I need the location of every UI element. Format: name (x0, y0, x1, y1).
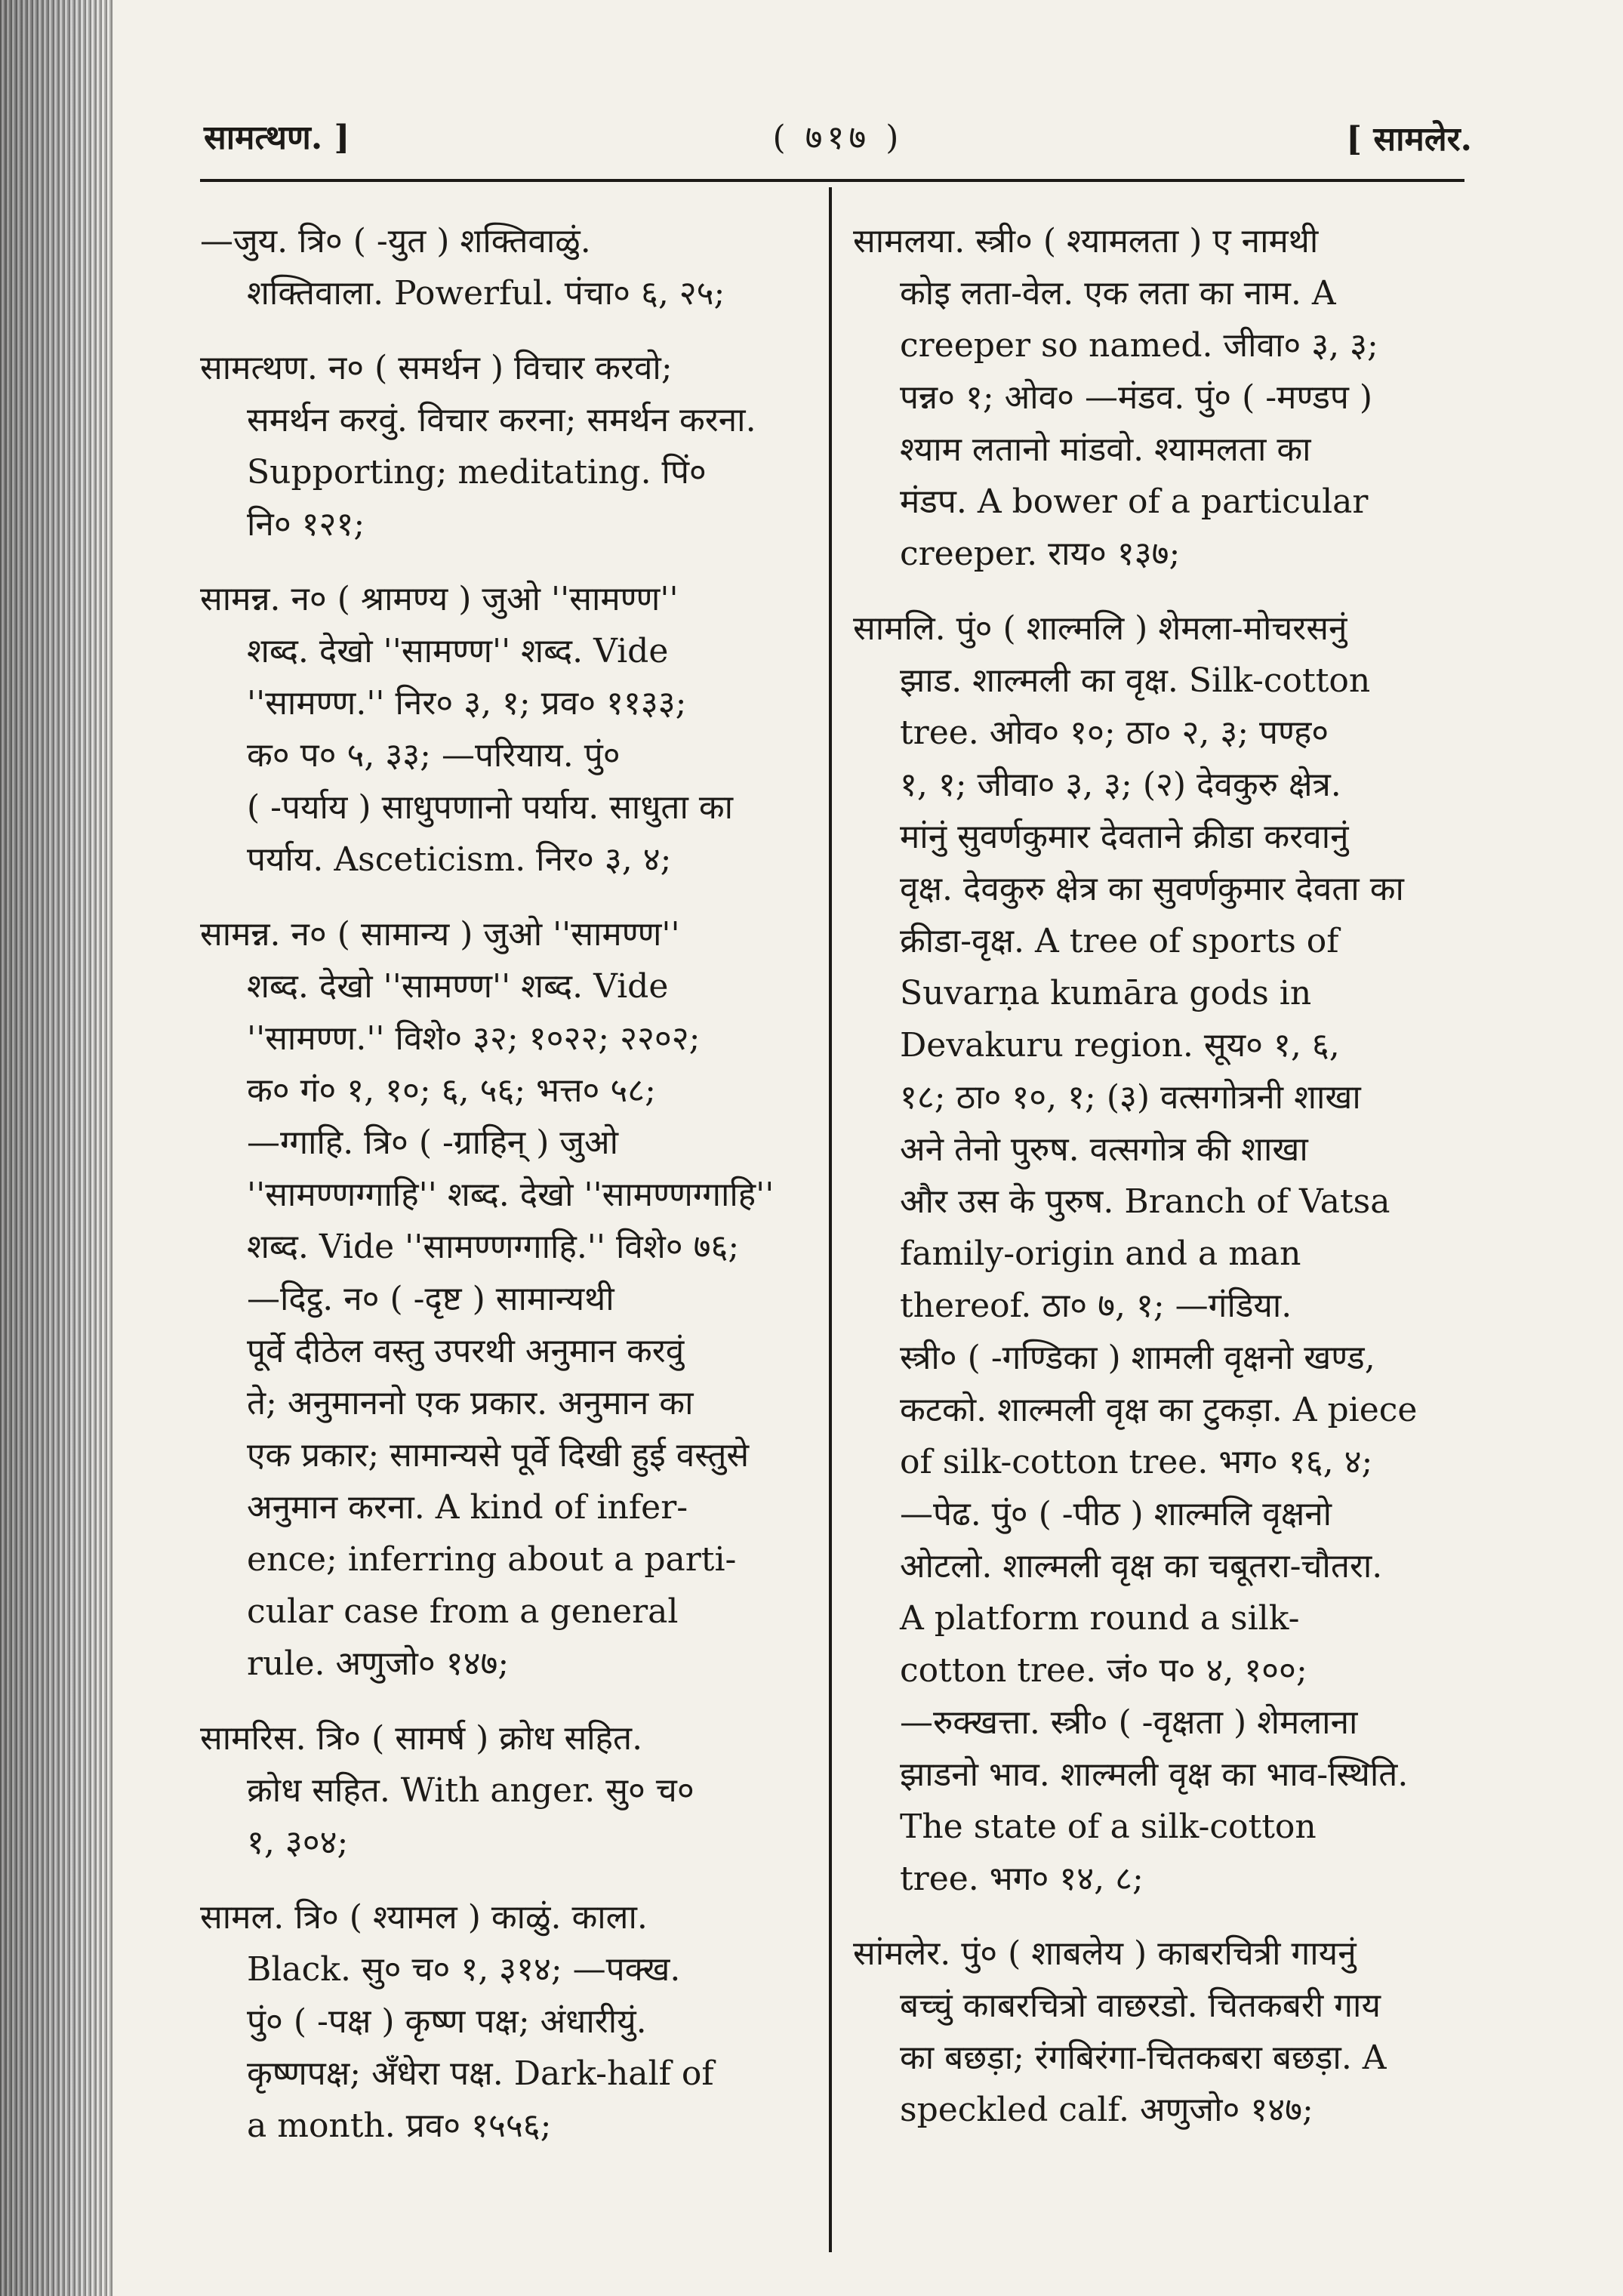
guide-word-right: [ सामलेर. (1346, 120, 1472, 159)
entry-line: अनुमान करना. A kind of infer- (247, 1488, 688, 1527)
dictionary-entry (200, 573, 804, 886)
entry-line: शब्द. Vide ''सामण्णग्गाहि.'' विशे० ७६; (247, 1228, 740, 1266)
entry-line: —ग्गाहि. त्रि० ( -ग्राहिन् ) जुओ (247, 1123, 619, 1162)
entry-line: शब्द. देखो ''सामण्ण'' शब्द. Vide (247, 632, 669, 670)
entry-line: a month. प्रव० १५५६; (247, 2106, 552, 2145)
entry-line: ''सामण्ण.'' विशे० ३२; १०२२; २२०२; (247, 1019, 701, 1058)
entry-line: ''सामण्णग्गाहि'' शब्द. देखो ''सामण्णग्गाहि'' (247, 1176, 775, 1214)
entry-line: नि० १२१; (247, 505, 365, 544)
entry-line: पर्याय. Asceticism. निर० ३, ४; (247, 840, 672, 879)
entry-line: झाडनो भाव. शाल्मली वृक्ष का भाव-स्थिति. (900, 1755, 1409, 1794)
entry-line: Black. सु० च० १, ३१४; —पक्ख. (247, 1950, 681, 1989)
entry-line: पूर्वे दीठेल वस्तु उपरथी अनुमान करवुं (247, 1332, 685, 1370)
entry-line: मंडप. A bower of a particular (900, 482, 1369, 521)
entry-line: झाड. शाल्मली का वृक्ष. Silk-cotton (900, 661, 1371, 700)
entry-line: Supporting; meditating. पिं० (247, 453, 707, 492)
dictionary-entry (200, 1891, 804, 2152)
dictionary-entry (853, 215, 1457, 580)
entry-line: पन्न० १; ओव० —मंडव. पुं० ( -मण्डप ) (900, 378, 1373, 417)
entry-line: —रुक्खत्ता. स्त्री० ( -वृक्षता ) शेमलाना (900, 1703, 1358, 1742)
entry-line: The state of a silk-cotton (900, 1808, 1317, 1846)
guide-word-left: सामत्थण. ] (204, 119, 350, 157)
entry-line: १, ३०४; (247, 1823, 349, 1862)
dictionary-entry (200, 908, 804, 1690)
entry-line: कटको. शाल्मली वृक्ष का टुकड़ा. A piece (900, 1391, 1418, 1429)
dictionary-entry (853, 1928, 1457, 2136)
left-column (200, 215, 804, 2174)
page-number: ( ७१७ ) (772, 119, 904, 157)
dictionary-entry (853, 603, 1457, 1905)
entry-line: क्रोध सहित. With anger. सु० च० (247, 1771, 694, 1810)
entry-line: बच्चुं काबरचित्रो वाछरडो. चितकबरी गाय (900, 1986, 1381, 2025)
entry-line: of silk-cotton tree. भग० १६, ४; (900, 1443, 1373, 1481)
entry-line: —जुय. त्रि० ( -युत ) शक्तिवाळुं. (200, 222, 591, 260)
scan-shadow-edge (0, 0, 113, 2296)
header-rule (200, 179, 1464, 182)
entry-line: और उस के पुरुष. Branch of Vatsa (900, 1182, 1390, 1221)
entry-line: कृष्णपक्ष; अँधेरा पक्ष. Dark-half of (247, 2054, 714, 2093)
entry-line: श्याम लतानो मांडवो. श्यामलता का (900, 430, 1311, 469)
entry-line: ''सामण्ण.'' निर० ३, १; प्रव० ११३३; (247, 684, 687, 723)
entry-line: tree. भग० १४, ८; (900, 1860, 1144, 1898)
entry-line: सामन्न. न० ( श्रामण्य ) जुओ ''सामण्ण'' (200, 580, 679, 618)
entry-line: family-origin and a man (900, 1234, 1301, 1273)
right-column (853, 215, 1457, 2159)
entry-line: सामत्थण. न० ( समर्थन ) विचार करवो; (200, 349, 673, 387)
entry-line: मांनुं सुवर्णकुमार देवताने क्रीडा करवानुं (900, 818, 1349, 856)
entry-line: ते; अनुमाननो एक प्रकार. अनुमान का (247, 1384, 694, 1422)
entry-line: creeper so named. जीवा० ३, ३; (900, 326, 1378, 365)
entry-line: —दिट्ठ. न० ( -दृष्ट ) सामान्यथी (247, 1280, 614, 1318)
entry-line: सामरिस. त्रि० ( सामर्ष ) क्रोध सहित. (200, 1719, 643, 1758)
dictionary-entry (200, 342, 804, 550)
dictionary-entry (200, 1712, 804, 1869)
entry-line: creeper. राय० १३७; (900, 535, 1181, 573)
entry-line: cotton tree. जं० प० ४, १००; (900, 1651, 1307, 1690)
entry-line: क० गं० १, १०; ६, ५६; भत्त० ५८; (247, 1071, 656, 1110)
entry-line: ence; inferring about a parti- (247, 1540, 737, 1579)
entry-line: १, १; जीवा० ३, ३; (२) देवकुरु क्षेत्र. (900, 766, 1341, 804)
entry-line: अने तेनो पुरुष. वत्सगोत्र की शाखा (900, 1130, 1308, 1169)
page-header (204, 106, 1472, 166)
entry-line: Devakuru region. सूय० १, ६, (900, 1026, 1340, 1065)
entry-line: A platform round a silk- (900, 1599, 1300, 1638)
entry-line: सामलि. पुं० ( शाल्मलि ) शेमला-मोचरसनुं (853, 609, 1347, 648)
entry-line: शक्तिवाला. Powerful. पंचा० ६, २५; (247, 274, 725, 313)
entry-line: एक प्रकार; सामान्यसे पूर्वे दिखी हुई वस्तुसे (247, 1436, 750, 1475)
entry-line: कोइ लता-वेल. एक लता का नाम. A (900, 274, 1336, 313)
column-divider (829, 187, 832, 2252)
entry-line: rule. अणुजो० १४७; (247, 1644, 510, 1683)
entry-line: सांमलेर. पुं० ( शाबलेय ) काबरचित्री गायनुं (853, 1934, 1357, 1973)
entry-line: speckled calf. अणुजो० १४७; (900, 2091, 1313, 2129)
entry-line: सामल. त्रि० ( श्यामल ) काळुं. काला. (200, 1898, 648, 1937)
dictionary-entry (200, 215, 804, 319)
entry-line: समर्थन करवुं. विचार करना; समर्थन करना. (247, 401, 756, 439)
entry-line: पुं० ( -पक्ष ) कृष्ण पक्ष; अंधारीयुं. (247, 2002, 647, 2041)
entry-line: १८; ठा० १०, १; (३) वत्सगोत्रनी शाखा (900, 1078, 1361, 1117)
entry-line: ( -पर्याय ) साधुपणानो पर्याय. साधुता का (247, 788, 734, 827)
entry-line: tree. ओव० १०; ठा० २, ३; पण्ह० (900, 713, 1329, 752)
entry-line: वृक्ष. देवकुरु क्षेत्र का सुवर्णकुमार देवता का (900, 870, 1404, 908)
entry-line: क० प० ५, ३३; —परियाय. पुं० (247, 736, 621, 775)
entry-line: शब्द. देखो ''सामण्ण'' शब्द. Vide (247, 967, 669, 1006)
entry-line: —पेढ. पुं० ( -पीठ ) शाल्मलि वृक्षनो (900, 1495, 1332, 1533)
entry-line: thereof. ठा० ७, १; —गंडिया. (900, 1287, 1292, 1325)
entry-line: cular case from a general (247, 1592, 679, 1631)
entry-line: सामन्न. न० ( सामान्य ) जुओ ''सामण्ण'' (200, 915, 680, 954)
entry-line: क्रीडा-वृक्ष. A tree of sports of (900, 922, 1339, 960)
entry-line: स्त्री० ( -गण्डिका ) शामली वृक्षनो खण्ड, (900, 1339, 1375, 1377)
entry-line: का बछड़ा; रंगबिरंगा-चितकबरा बछड़ा. A (900, 2039, 1387, 2077)
entry-line: सामलया. स्त्री० ( श्यामलता ) ए नामथी (853, 222, 1319, 260)
entry-line: Suvarṇa kumāra gods in (900, 974, 1312, 1012)
entry-line: ओटलो. शाल्मली वृक्ष का चबूतरा-चौतरा. (900, 1547, 1383, 1586)
